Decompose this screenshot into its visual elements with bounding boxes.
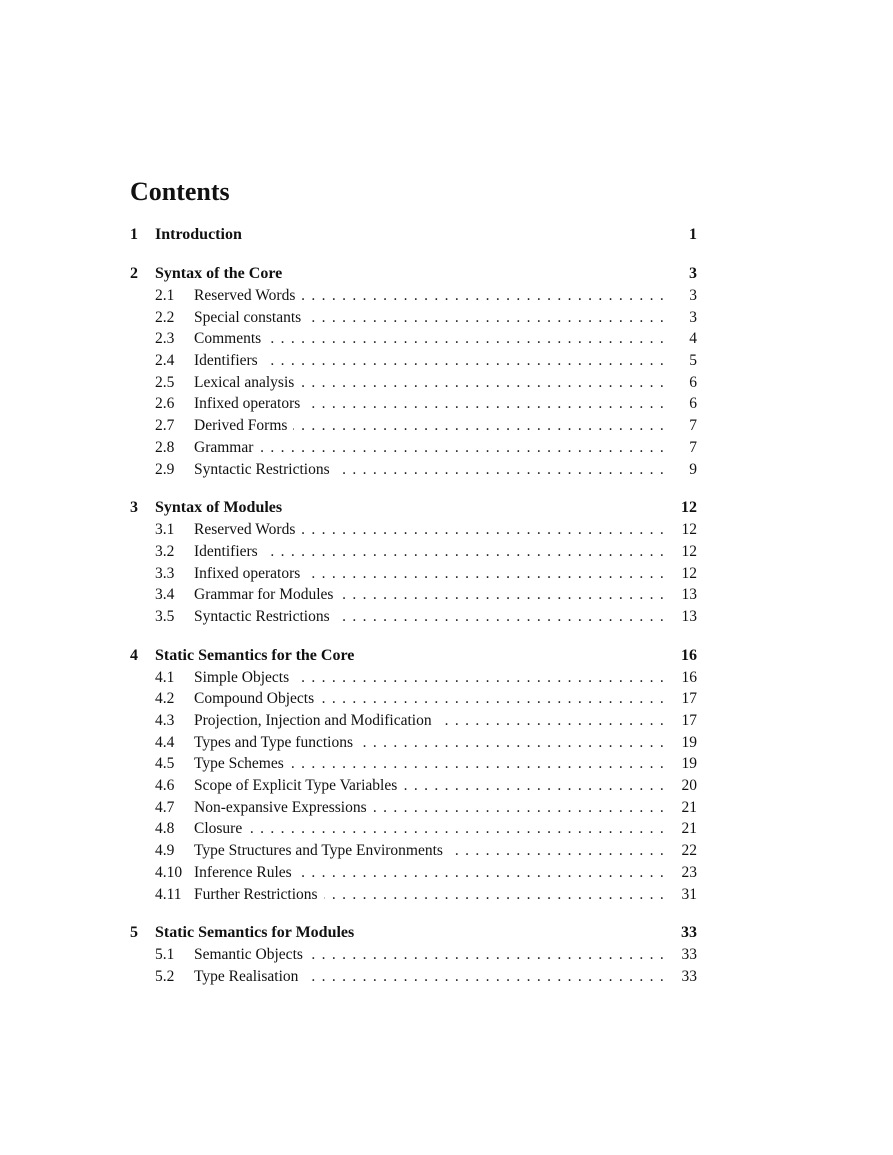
table-of-contents (130, 224, 697, 1005)
toc-section-entry[interactable] (130, 667, 697, 689)
section-number: 4.7 (155, 798, 175, 816)
section-page-number: 9 (689, 460, 697, 478)
section-number: 4.9 (155, 842, 175, 860)
chapter-number: 3 (130, 499, 138, 517)
section-page-number: 4 (689, 330, 697, 348)
section-title: Types and Type functions (194, 733, 353, 751)
section-title: Closure (194, 820, 243, 838)
section-number: 2.1 (155, 287, 175, 304)
toc-section-entry[interactable] (130, 862, 697, 884)
chapter-title: Syntax of Modules (155, 499, 283, 517)
section-page-number: 31 (681, 885, 697, 903)
section-title: Type Structures and Type Environments (194, 842, 443, 860)
section-number: 4.6 (155, 777, 175, 795)
toc-section-entry[interactable] (130, 606, 697, 628)
dot-leader (259, 437, 673, 459)
toc-section-entry[interactable] (130, 710, 697, 732)
section-page-number: 19 (681, 755, 697, 773)
dot-leader (293, 415, 673, 437)
dot-leader (300, 372, 673, 394)
contents-heading: Contents (130, 177, 230, 206)
toc-section-entry[interactable] (130, 966, 697, 988)
toc-section-entry[interactable] (130, 753, 697, 775)
dot-leader (306, 393, 673, 415)
section-page-number: 23 (681, 863, 697, 881)
chapter-number: 1 (130, 226, 138, 243)
section-number: 2.2 (155, 308, 175, 326)
dot-leader (307, 307, 673, 329)
dot-leader (339, 584, 673, 606)
toc-section-entry[interactable] (130, 393, 697, 415)
toc-section-entry[interactable] (130, 415, 697, 437)
section-page-number: 22 (681, 842, 697, 860)
section-number: 2.9 (155, 460, 175, 478)
toc-section-entry[interactable] (130, 584, 697, 606)
section-number: 5.2 (155, 967, 175, 985)
toc-section-entry[interactable] (130, 307, 697, 329)
section-title: Scope of Explicit Type Variables (194, 777, 398, 795)
section-page-number: 17 (681, 690, 697, 708)
section-page-number: 6 (689, 373, 697, 391)
section-page-number: 3 (689, 287, 697, 304)
dot-leader (449, 840, 673, 862)
dot-leader (298, 862, 673, 884)
section-number: 4.5 (155, 755, 175, 773)
toc-chapter-entry[interactable] (130, 922, 697, 944)
dot-leader (373, 797, 673, 819)
section-title: Reserved Words (194, 287, 296, 304)
chapter-title: Static Semantics for the Core (155, 646, 355, 664)
section-title: Reserved Words (194, 521, 296, 539)
section-title: Non-expansive Expressions (194, 798, 367, 816)
toc-chapter-entry[interactable] (130, 224, 697, 246)
chapter-title: Syntax of the Core (155, 265, 283, 282)
section-title: Comments (194, 330, 262, 348)
dot-leader (306, 563, 673, 585)
chapter-page-number: 16 (681, 646, 697, 664)
section-number: 3.2 (155, 542, 175, 560)
section-number: 4.8 (155, 820, 175, 838)
dot-leader (304, 966, 673, 988)
section-number: 4.10 (155, 863, 183, 881)
section-title: Type Realisation (194, 967, 299, 985)
toc-chapter-entry[interactable] (130, 497, 697, 519)
section-title: Identifiers (194, 352, 258, 370)
section-title: Derived Forms (194, 417, 288, 435)
section-page-number: 3 (689, 308, 697, 326)
chapter-number: 4 (130, 646, 138, 664)
section-number: 3.5 (155, 607, 175, 625)
section-number: 3.3 (155, 564, 175, 582)
toc-chapter (130, 922, 697, 987)
toc-section-entry[interactable] (130, 519, 697, 541)
chapter-page-number: 33 (681, 924, 697, 942)
section-page-number: 13 (681, 607, 697, 625)
section-number: 4.4 (155, 733, 175, 751)
section-title: Inference Rules (194, 863, 292, 881)
section-page-number: 33 (681, 967, 697, 985)
section-page-number: 16 (681, 668, 697, 686)
section-title: Simple Objects (194, 668, 290, 686)
toc-section-entry[interactable] (130, 372, 697, 394)
section-page-number: 7 (689, 417, 697, 435)
dot-leader (248, 818, 673, 840)
section-number: 4.11 (155, 885, 182, 903)
section-page-number: 19 (681, 733, 697, 751)
dot-leader (295, 667, 673, 689)
section-page-number: 12 (681, 542, 697, 560)
section-number: 2.3 (155, 330, 175, 348)
chapter-number: 5 (130, 924, 138, 942)
section-page-number: 20 (681, 777, 697, 795)
section-number: 2.4 (155, 352, 175, 370)
toc-section-entry[interactable] (130, 688, 697, 710)
dot-leader (359, 732, 673, 754)
toc-chapter (130, 224, 697, 246)
section-number: 2.7 (155, 417, 175, 435)
section-title: Type Schemes (194, 755, 284, 773)
toc-chapter (130, 263, 697, 480)
section-number: 2.5 (155, 373, 175, 391)
section-page-number: 12 (681, 564, 697, 582)
section-title: Projection, Injection and Modification (194, 712, 432, 729)
chapter-title: Static Semantics for Modules (155, 924, 355, 942)
section-page-number: 7 (689, 438, 697, 456)
section-number: 4.3 (155, 712, 175, 729)
section-title: Identifiers (194, 542, 258, 560)
section-page-number: 13 (681, 586, 697, 604)
toc-section-entry[interactable] (130, 797, 697, 819)
section-title: Compound Objects (194, 690, 315, 708)
toc-section-entry[interactable] (130, 944, 697, 966)
section-title: Grammar for Modules (194, 586, 334, 604)
toc-section-entry[interactable] (130, 541, 697, 563)
toc-chapter (130, 497, 697, 627)
section-page-number: 6 (689, 395, 697, 413)
dot-leader (301, 519, 673, 541)
section-page-number: 5 (689, 352, 697, 370)
dot-leader (290, 753, 673, 775)
dot-leader (324, 884, 673, 906)
section-title: Further Restrictions (194, 885, 318, 903)
section-title: Infixed operators (194, 395, 301, 413)
chapter-page-number: 1 (689, 226, 697, 243)
section-page-number: 21 (681, 798, 697, 816)
dot-leader (309, 944, 673, 966)
dot-leader (336, 459, 673, 481)
toc-section-entry[interactable] (130, 328, 697, 350)
toc-section-entry[interactable] (130, 285, 697, 307)
dot-leader (267, 328, 673, 350)
toc-chapter-entry[interactable] (130, 645, 697, 667)
toc-section-entry[interactable] (130, 840, 697, 862)
section-title: Grammar (194, 438, 254, 456)
section-title: Special constants (194, 308, 302, 326)
toc-section-entry[interactable] (130, 818, 697, 840)
toc-section-entry[interactable] (130, 884, 697, 906)
section-title: Semantic Objects (194, 946, 303, 964)
section-number: 4.1 (155, 668, 175, 686)
dot-leader (320, 688, 673, 710)
toc-chapter (130, 645, 697, 906)
dot-leader (336, 606, 673, 628)
chapter-page-number: 3 (689, 265, 697, 282)
section-title: Lexical analysis (194, 373, 295, 391)
section-page-number: 33 (681, 946, 697, 964)
section-number: 4.2 (155, 690, 175, 708)
section-title: Syntactic Restrictions (194, 607, 330, 625)
section-page-number: 12 (681, 521, 697, 539)
toc-section-entry[interactable] (130, 437, 697, 459)
section-page-number: 17 (681, 712, 697, 729)
section-number: 3.4 (155, 586, 175, 604)
dot-leader (264, 541, 673, 563)
toc-section-entry[interactable] (130, 775, 697, 797)
chapter-page-number: 12 (681, 499, 697, 517)
section-number: 2.8 (155, 438, 175, 456)
section-title: Syntactic Restrictions (194, 460, 330, 478)
section-number: 5.1 (155, 946, 175, 964)
section-number: 2.6 (155, 395, 175, 413)
section-number: 3.1 (155, 521, 175, 539)
toc-section-entry[interactable] (130, 350, 697, 372)
chapter-title: Introduction (155, 226, 242, 243)
toc-chapter-entry[interactable] (130, 263, 697, 285)
dot-leader (301, 285, 673, 307)
section-title: Infixed operators (194, 564, 301, 582)
dot-leader (264, 350, 673, 372)
toc-section-entry[interactable] (130, 732, 697, 754)
chapter-number: 2 (130, 265, 138, 282)
section-page-number: 21 (681, 820, 697, 838)
dot-leader (438, 710, 673, 732)
dot-leader (403, 775, 673, 797)
toc-section-entry[interactable] (130, 563, 697, 585)
toc-section-entry[interactable] (130, 459, 697, 481)
